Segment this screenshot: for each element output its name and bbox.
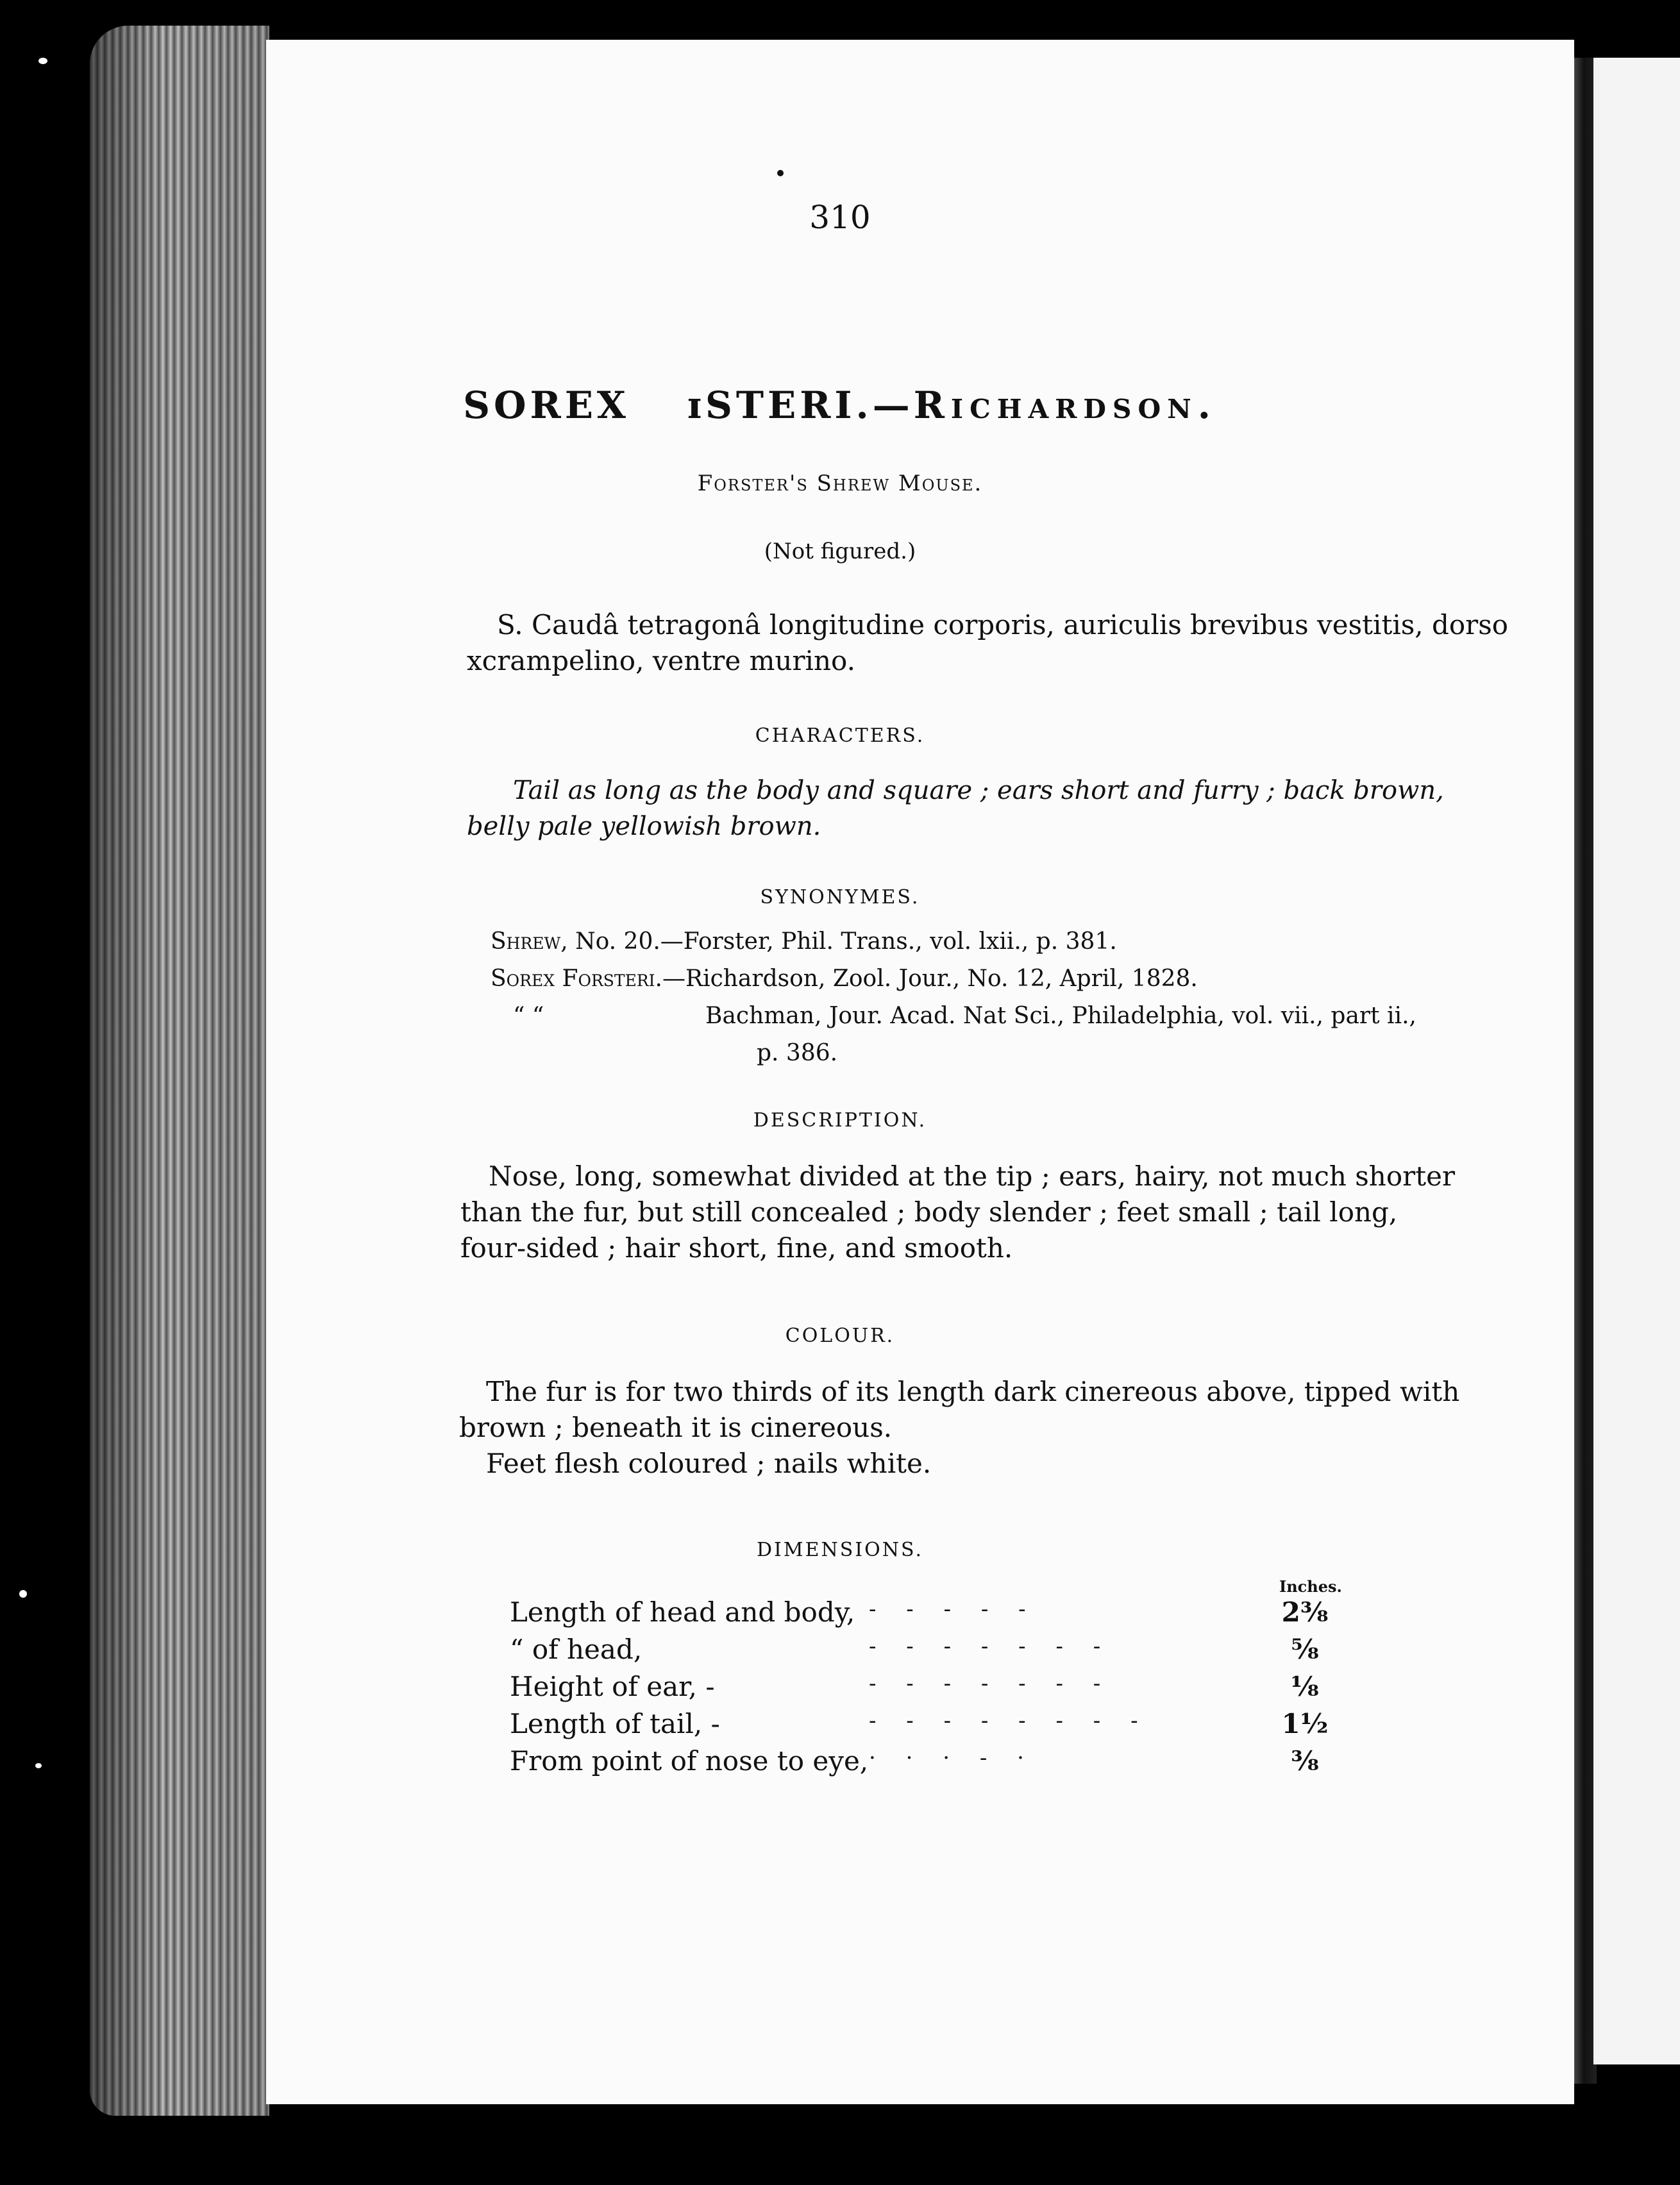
dimension-value: ⅝ bbox=[1291, 1634, 1319, 1665]
dimension-row bbox=[510, 1708, 1331, 1745]
colour-line-1: The fur is for two thirds of its length dark cinereous above, tipped with bbox=[486, 1376, 1460, 1407]
description-line-1: Nose, long, somewhat divided at the tip ; ears, hairy, not much shorter bbox=[489, 1160, 1456, 1192]
synonym-text: No. 20.—Forster, Phil. Trans., vol. lxii., p. 381. bbox=[567, 928, 1117, 955]
species-title bbox=[0, 383, 1680, 427]
dimensions-heading: DIMENSIONS. bbox=[756, 1539, 924, 1561]
common-name: Forster's Shrew Mouse. bbox=[697, 471, 983, 496]
dimension-leader-dots: · · · - · bbox=[869, 1745, 1036, 1771]
dimension-label: Length of tail, - bbox=[510, 1708, 720, 1739]
dimension-value: ⅛ bbox=[1291, 1671, 1319, 1702]
dimension-label: “ of head, bbox=[510, 1634, 643, 1665]
synonym-name: Sorex Forsteri. bbox=[491, 966, 662, 992]
characters-line-1: Tail as long as the body and square ; ears short and furry ; back brown, bbox=[513, 776, 1444, 805]
dimension-value: ⅜ bbox=[1291, 1745, 1319, 1777]
dimension-label: Height of ear, - bbox=[510, 1671, 715, 1702]
dimension-row bbox=[510, 1745, 1331, 1782]
description-line-3: four-sided ; hair short, fine, and smooth. bbox=[460, 1232, 1013, 1264]
dimension-leader-dots: - - - - - - - - bbox=[869, 1708, 1150, 1734]
dimension-value: 1½ bbox=[1281, 1708, 1329, 1739]
title-species: ɪSTERI.— bbox=[687, 383, 914, 427]
characters-line-2: belly pale yellowish brown. bbox=[467, 812, 821, 841]
dimension-row bbox=[510, 1634, 1331, 1671]
synonym-entry-3: Bachman, Jour. Acad. Nat Sci., Philadelphia, vol. vii., part ii., bbox=[705, 1003, 1416, 1029]
title-genus: SOREX bbox=[463, 383, 630, 427]
dimension-row bbox=[510, 1671, 1331, 1708]
facing-page-edge bbox=[1593, 58, 1680, 2064]
dimension-value: 2⅜ bbox=[1281, 1596, 1329, 1628]
dimension-leader-dots: - - - - - bbox=[869, 1596, 1037, 1622]
figure-note: (Not figured.) bbox=[764, 539, 916, 564]
colour-line-2: brown ; beneath it is cinereous. bbox=[459, 1412, 893, 1443]
synonym-ditto: “ “ bbox=[513, 1003, 544, 1029]
dimension-row bbox=[510, 1596, 1331, 1634]
synonym-text: —Richardson, Zool. Jour., No. 12, April, 1828. bbox=[662, 966, 1198, 992]
dimension-leader-dots: - - - - - - - bbox=[869, 1671, 1113, 1696]
scan-speck bbox=[19, 1590, 27, 1598]
book-page-edges bbox=[90, 26, 269, 2116]
latin-line-2: xcrampelino, ventre murino. bbox=[467, 645, 855, 676]
page-number: 310 bbox=[809, 199, 871, 236]
description-line-2: than the fur, but still concealed ; body slender ; feet small ; tail long, bbox=[460, 1196, 1398, 1228]
latin-line-1: S. Caudâ tetragonâ longitudine corporis, auriculis brevibus vestitis, dorso bbox=[497, 609, 1509, 640]
colour-heading: COLOUR. bbox=[785, 1325, 895, 1347]
description-heading: DESCRIPTION. bbox=[753, 1109, 927, 1132]
synonym-entry-1 bbox=[491, 928, 1117, 955]
dimension-label: Length of head and body, bbox=[510, 1596, 855, 1628]
synonym-entry-3-continuation: p. 386. bbox=[757, 1040, 838, 1066]
title-author: Richardson. bbox=[913, 383, 1217, 427]
scan-speck bbox=[35, 1763, 42, 1768]
dimensions-unit-label: Inches. bbox=[1279, 1577, 1342, 1596]
scan-speck bbox=[38, 58, 47, 64]
characters-heading: CHARACTERS. bbox=[755, 724, 925, 747]
synonymes-heading: SYNONYMES. bbox=[760, 886, 920, 908]
synonym-name: Shrew, bbox=[491, 928, 568, 955]
colour-line-3: Feet flesh coloured ; nails white. bbox=[486, 1448, 932, 1479]
dimension-leader-dots: - - - - - - - bbox=[869, 1634, 1113, 1659]
ink-dot bbox=[777, 170, 784, 176]
dimension-label: From point of nose to eye, bbox=[510, 1745, 869, 1777]
synonym-entry-2 bbox=[491, 966, 1198, 992]
book-page bbox=[266, 40, 1574, 2104]
